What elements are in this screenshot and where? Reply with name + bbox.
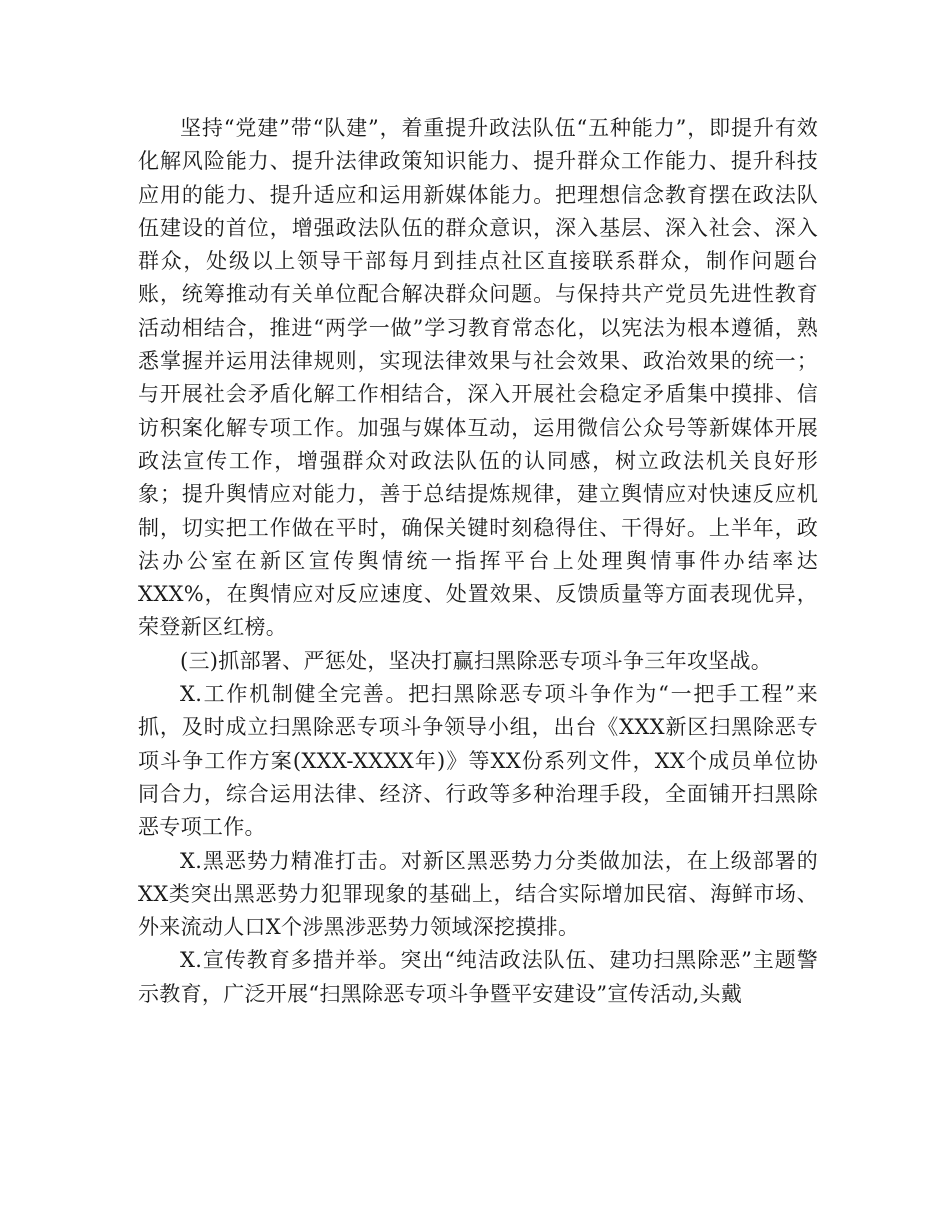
document-body <box>138 112 818 1011</box>
paragraph-publicity-education: X.宣传教育多措并举。突出“纯洁政法队伍、建功扫黑除恶”主题警示教育，广泛开展“扫黑除恶专项斗争暨平安建设”宣传活动,头戴 <box>138 948 818 1006</box>
paragraph-work-mechanism: X.工作机制健全完善。把扫黑除恶专项斗争作为“一把手工程”来抓，及时成立扫黑除恶专项斗争领导小组，出台《XXX新区扫黑除恶专项斗争工作方案(XXX-XXXX年)》等XX份系列文件，XX个成员单位协同合力，综合运用法律、经济、行政等多种治理手段，全面铺开扫黑除恶专项工作。 <box>138 682 818 840</box>
paragraph-precise-strike: X.黑恶势力精准打击。对新区黑恶势力分类做加法，在上级部署的XX类突出黑恶势力犯罪现象的基础上，结合实际增加民宿、海鲜市场、外来流动人口X个涉黑涉恶势力领域深挖摸排。 <box>138 848 818 940</box>
section-heading-3: (三)抓部署、严惩处，坚决打赢扫黑除恶专项斗争三年攻坚战。 <box>180 648 773 673</box>
paragraph-party-building: 坚持“党建”带“队建”，着重提升政法队伍“五种能力”，即提升有效化解风险能力、提升法律政策知识能力、提升群众工作能力、提升科技应用的能力、提升适应和运用新媒体能力。把理想信念教育摆在政法队伍建设的首位，增强政法队伍的群众意识，深入基层、深入社会、深入群众，处级以上领导干部每月到挂点社区直接联系群众，制作问题台账，统筹推动有关单位配合解决群众问题。与保持共产党员先进性教育活动相结合，推进“两学一做”学习教育常态化，以宪法为根本遵循，熟悉掌握并运用法律规则，实现法律效果与社会效果、政治效果的统一；与开展社会矛盾化解工作相结合，深入开展社会稳定矛盾集中摸排、信访积案化解专项工作。加强与媒体互动，运用微信公众号等新媒体开展政法宣传工作，增强群众对政法队伍的认同感，树立政法机关良好形象；提升舆情应对能力，善于总结提炼规律，建立舆情应对快速反应机制，切实把工作做在平时，确保关键时刻稳得住、干得好。上半年，政法办公室在新区宣传舆情统一指挥平台上处理舆情事件办结率达XXX%，在舆情应对反应速度、处置效果、反馈质量等方面表现优异，荣登新区红榜。 <box>138 116 818 640</box>
